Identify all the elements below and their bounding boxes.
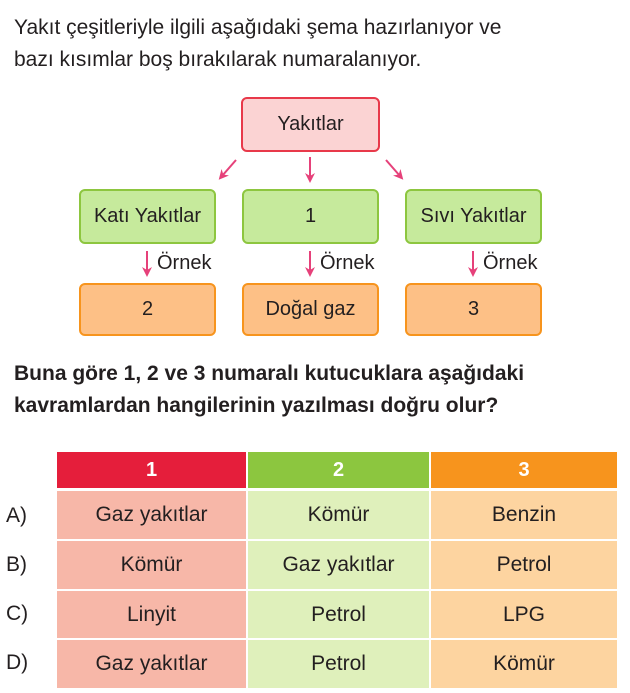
- example-label-middle: Örnek: [320, 252, 375, 274]
- table-header-3: 3: [431, 452, 617, 488]
- table-cell: Petrol: [248, 640, 429, 688]
- question-line-1: Buna göre 1, 2 ve 3 numaralı kutucuklara aşağıdaki: [14, 362, 525, 385]
- table-cell: Kömür: [248, 491, 429, 539]
- table-header-1: 1: [57, 452, 246, 488]
- diagram-box-solid-fuels: Katı Yakıtlar: [79, 189, 216, 244]
- table-cell: Gaz yakıtlar: [57, 491, 246, 539]
- table-cell: Benzin: [431, 491, 617, 539]
- table-cell: Kömür: [57, 541, 246, 589]
- table-header-2: 2: [248, 452, 429, 488]
- option-label-c[interactable]: C): [6, 602, 29, 625]
- table-cell: Petrol: [431, 541, 617, 589]
- option-label-b[interactable]: B): [6, 553, 27, 576]
- example-label-right: Örnek: [483, 252, 538, 274]
- option-label-a[interactable]: A): [6, 504, 27, 527]
- question-line-2: kavramlardan hangilerinin yazılması doğru olur?: [14, 394, 499, 417]
- intro-line-1: Yakıt çeşitleriyle ilgili aşağıdaki şema hazırlanıyor ve: [14, 16, 502, 39]
- intro-text: [14, 12, 624, 76]
- table-cell: Petrol: [248, 591, 429, 638]
- intro-line-2: bazı kısımlar boş bırakılarak numaralanıyor.: [14, 48, 422, 71]
- option-label-d[interactable]: D): [6, 651, 29, 674]
- table-cell: Linyit: [57, 591, 246, 638]
- diagram-root-box: Yakıtlar: [241, 97, 380, 152]
- diagram-box-liquid-fuels: Sıvı Yakıtlar: [405, 189, 542, 244]
- table-cell: Kömür: [431, 640, 617, 688]
- diagram-box-2: 2: [79, 283, 216, 336]
- diagram-box-1: 1: [242, 189, 379, 244]
- arrow-root-left: [222, 160, 236, 176]
- table-cell: Gaz yakıtlar: [57, 640, 246, 688]
- diagram-box-3: 3: [405, 283, 542, 336]
- arrow-root-right: [386, 160, 400, 176]
- question-text: [14, 358, 624, 422]
- table-cell: Gaz yakıtlar: [248, 541, 429, 589]
- table-cell: LPG: [431, 591, 617, 638]
- diagram-box-natural-gas: Doğal gaz: [242, 283, 379, 336]
- example-label-left: Örnek: [157, 252, 212, 274]
